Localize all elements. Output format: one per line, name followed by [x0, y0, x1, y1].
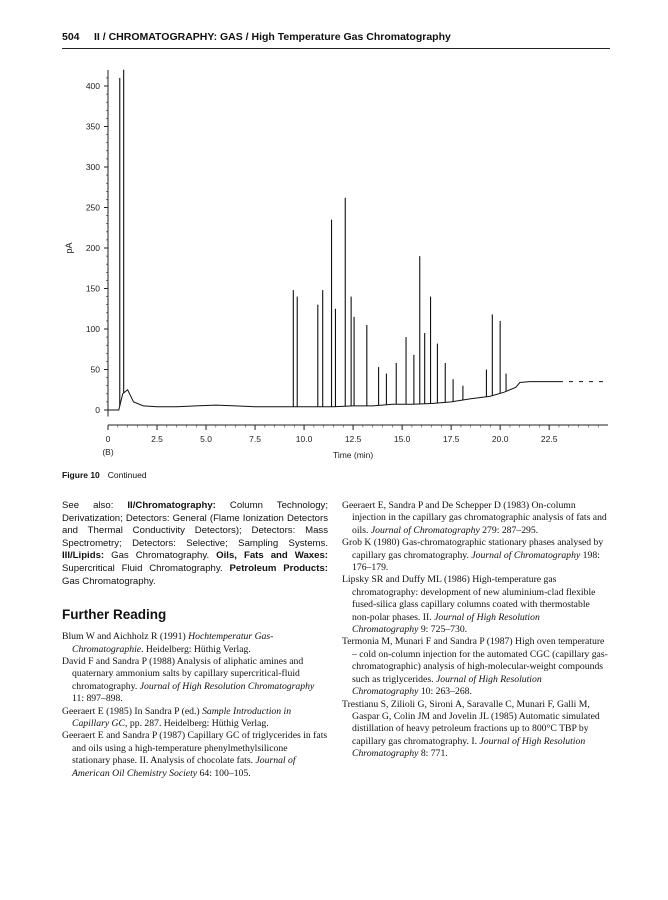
see-also-intro: See also: — [62, 500, 128, 511]
reference-list-right — [342, 500, 608, 761]
left-column — [62, 500, 328, 780]
y-tick-label: 0 — [95, 405, 100, 415]
see-also-section[interactable]: II/Chromatography: — [127, 500, 216, 511]
x-tick-label: 22.5 — [540, 434, 558, 444]
reference-details: , pp. 287. Heidelberg: Hüthig Verlag. — [125, 718, 269, 729]
see-also-paragraph — [62, 500, 328, 588]
reference-list-left — [62, 631, 328, 780]
see-also-section[interactable]: Oils, Fats and Waxes: — [216, 550, 328, 562]
reference-authors: Trestianu S, Zilioli G, Sironi A, Saravalle C, Munari F, Galli M, Gaspar G, Colin JM and Jovelin JL (1985) Automatic simulated distillation of heavy petroleum fractions up to 800°C TBP by capillary gas chromatography. I. — [342, 698, 600, 747]
reference-authors: Lipsky SR and Duffy ML (1986) High-temperature gas chromatography: development of new aluminium-clad flexible fused-silica glass capillary columns coated with thermostable non-polar phases. II. — [342, 574, 596, 623]
reference-details: 64: 100–105. — [197, 767, 251, 779]
reference-source: Journal of High Resolution Chromatography — [352, 735, 586, 760]
reference-source: Journal of Chromatography — [471, 549, 581, 561]
reference-details: 9: 725–730. — [418, 624, 468, 636]
see-also-section[interactable]: Petroleum Products: — [229, 562, 328, 574]
reference-authors: Geeraert E (1985) In Sandra P (ed.) — [62, 705, 203, 717]
running-title: II / CHROMATOGRAPHY: GAS / High Temperature Gas Chromatography — [94, 31, 451, 43]
figure-label: Figure 10 — [62, 470, 100, 480]
reference-item — [342, 699, 608, 761]
x-tick-label: 7.5 — [249, 434, 261, 444]
right-column — [342, 500, 608, 761]
y-tick-label: 150 — [85, 283, 100, 294]
x-tick-label: 0 — [105, 434, 111, 444]
reference-details: . Heidelberg: Hüthig Verlag. — [141, 643, 251, 655]
y-tick-label: 100 — [85, 324, 100, 334]
reference-authors: Geeraert E, Sandra P and De Schepper D (1983) On-column injection in the capillary gas chromatographic analysis of fats and oils. — [342, 500, 607, 536]
x-tick-label: 2.5 — [151, 434, 163, 444]
x-tick-label: 20.0 — [491, 434, 509, 444]
reference-item — [342, 500, 608, 537]
x-tick-label: 17.5 — [442, 434, 460, 444]
reference-source: Journal of Chromatography — [370, 524, 480, 536]
y-tick-label: 350 — [85, 121, 100, 132]
further-reading-heading: Further Reading — [62, 607, 167, 623]
x-tick-label: 12.5 — [344, 434, 362, 444]
x-axis-label: Time (min) — [332, 450, 374, 460]
see-also-topics: Supercritical Fluid Chromatography. — [62, 562, 230, 574]
reference-source: Journal of High Resolution Chromatography — [352, 611, 540, 636]
reference-details: 279: 287–295. — [479, 524, 539, 536]
see-also-topics: Column Technology; Derivatization; Detectors: General (Flame Ionization Detectors and Thermal Conductivity Detectors); Detectors: Mass Spectrometry; Detectors: Selective; Sampling Systems. — [62, 500, 329, 549]
reference-item — [62, 706, 328, 731]
reference-item — [62, 730, 328, 780]
reference-item — [342, 636, 608, 698]
see-also-section[interactable]: III/Lipids: — [62, 550, 105, 562]
reference-source: Hochtemperatur Gas-Chromatographie — [72, 631, 274, 655]
reference-item — [62, 631, 328, 656]
baseline-trace — [108, 382, 559, 410]
reference-details: 198: 176–179. — [352, 549, 600, 574]
x-tick-label: 5.0 — [200, 434, 212, 444]
x-tick-label: 15.0 — [393, 434, 411, 444]
y-tick-label: 250 — [85, 202, 100, 213]
page-number: 504 — [62, 31, 80, 43]
figure-caption-text: Continued — [107, 470, 147, 480]
reference-item — [342, 574, 608, 636]
reference-authors: Blum W and Aichholz R (1991) — [62, 631, 189, 643]
y-axis-label: pA — [64, 242, 74, 254]
reference-authors: Termonia M, Munari F and Sandra P (1987) High oven temperature – cold on-column injection for the automated CGC (capillary gas-chromatographic) analysis of high-molecular-weight compounds such as triglycerides. — [342, 636, 608, 685]
reference-authors: David F and Sandra P (1988) Analysis of aliphatic amines and quaternary ammonium salts by capillary supercritical-fluid chromatography. — [62, 655, 304, 692]
reference-item — [342, 537, 608, 574]
see-also-topics: Gas Chromatography. — [62, 575, 156, 587]
reference-authors: Geeraert E and Sandra P (1987) Capillary GC of triglycerides in fats and oils using a high-temperature phenylmethylsilicone stationary phase. II. Analysis of chocolate fats. — [62, 730, 328, 767]
reference-details: 10: 263–268. — [418, 686, 472, 698]
reference-item — [62, 656, 328, 706]
reference-details: 8: 771. — [418, 748, 448, 760]
y-tick-label: 400 — [85, 81, 100, 91]
reference-source: Sample Introduction in Capillary GC — [72, 705, 292, 729]
reference-source: Journal of High Resolution Chromatography — [139, 680, 315, 692]
y-tick-label: 50 — [90, 364, 100, 375]
y-tick-label: 300 — [85, 162, 100, 172]
see-also-topics: Gas Chromatography. — [104, 550, 217, 562]
reference-source: Journal of American Oil Chemistry Society — [72, 755, 296, 779]
figure-caption — [62, 470, 147, 480]
y-tick-label: 200 — [85, 243, 100, 253]
panel-label: (B) — [102, 447, 114, 457]
reference-source: Journal of High Resolution Chromatography — [352, 673, 542, 698]
reference-authors: Grob K (1980) Gas-chromatographic stationary phases analysed by capillary gas chromatography. — [342, 537, 604, 561]
reference-details: 11: 897–898. — [72, 693, 123, 705]
x-tick-label: 10.0 — [295, 434, 313, 444]
